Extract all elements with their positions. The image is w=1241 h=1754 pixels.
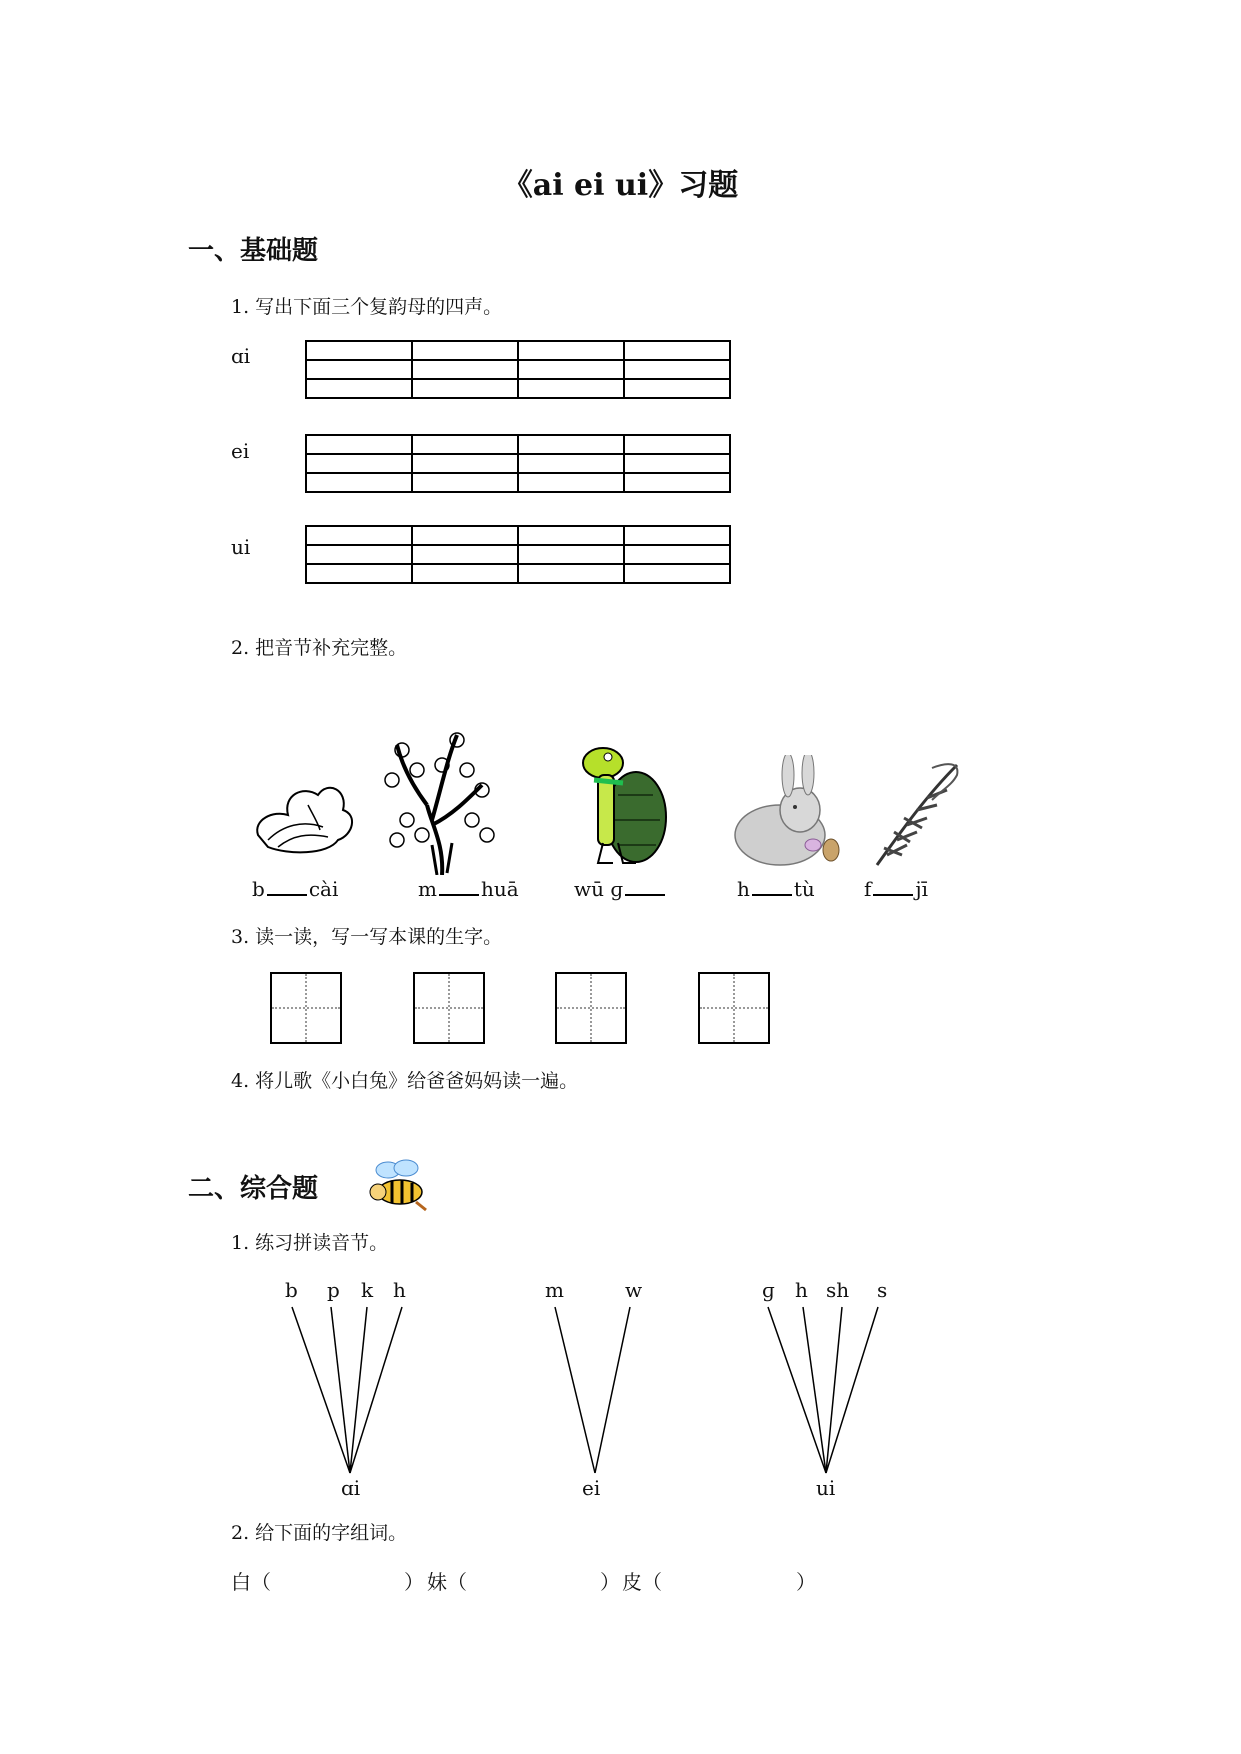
- word-mei-close: ）: [600, 1570, 620, 1594]
- tone-grid-ei: [305, 434, 731, 493]
- feather-brush-image: [872, 760, 962, 870]
- final-ei: ei: [582, 1476, 601, 1500]
- syllable-item: [252, 877, 338, 901]
- syllable-suffix: jī: [915, 877, 929, 901]
- tianzige-box[interactable]: [413, 972, 485, 1044]
- tone-label-ei: ei: [231, 439, 250, 463]
- question-1-3: 3. 读一读，写一写本课的生字。: [231, 926, 503, 948]
- syllable-suffix: cài: [308, 877, 339, 901]
- syllable-blank[interactable]: [439, 878, 479, 896]
- syllable-suffix: huā: [480, 877, 519, 901]
- tianzige-box[interactable]: [555, 972, 627, 1044]
- tianzige-box[interactable]: [270, 972, 342, 1044]
- final-ai: ɑi: [341, 1476, 361, 1500]
- final-ui: ui: [816, 1476, 836, 1500]
- syllable-prefix: b: [252, 877, 265, 901]
- word-bai-open: 白（: [231, 1570, 271, 1594]
- syllable-blank[interactable]: [267, 878, 307, 896]
- initial-g: ɡ: [762, 1278, 775, 1302]
- section-comprehensive-title: 二、综合题: [188, 1174, 319, 1204]
- initial-p: p: [327, 1278, 340, 1302]
- syllable-suffix: tù: [793, 877, 815, 901]
- connector-lines-ui: [760, 1305, 890, 1480]
- initial-sh: sh: [826, 1278, 850, 1302]
- question-1-2: 2. 把音节补充完整。: [231, 637, 408, 659]
- tone-grid-ui: [305, 525, 731, 584]
- initial-k: k: [361, 1278, 374, 1302]
- tone-label-ui: ui: [231, 535, 251, 559]
- syllable-blank[interactable]: [873, 878, 913, 896]
- question-1-4: 4. 将儿歌《小白兔》给爸爸妈妈读一遍。: [231, 1070, 579, 1092]
- connector-lines-ei: [545, 1305, 645, 1480]
- syllable-item: [418, 877, 519, 901]
- syllable-item: [737, 877, 815, 901]
- section-basic-title: 一、基础题: [188, 236, 319, 266]
- question-2-1: 1. 练习拼读音节。: [231, 1232, 389, 1254]
- question-2-2: 2. 给下面的字组词。: [231, 1522, 408, 1544]
- syllable-blank[interactable]: [625, 878, 665, 896]
- initial-w: w: [625, 1278, 643, 1302]
- initial-h-2: h: [795, 1278, 808, 1302]
- initial-m: m: [545, 1278, 564, 1302]
- syllable-prefix: f: [864, 877, 872, 901]
- initial-h: h: [393, 1278, 406, 1302]
- tianzige-box[interactable]: [698, 972, 770, 1044]
- word-pi-close: ）: [796, 1570, 816, 1594]
- syllable-prefix: m: [418, 877, 437, 901]
- syllable-prefix: h: [737, 877, 750, 901]
- cabbage-image: [248, 765, 358, 860]
- word-mei-open: 妹（: [427, 1570, 467, 1594]
- connector-lines-ai: [280, 1305, 410, 1480]
- word-pi-open: 皮（: [622, 1570, 662, 1594]
- initial-s: s: [877, 1278, 888, 1302]
- question-1-1: 1. 写出下面三个复韵母的四声。: [231, 296, 503, 318]
- turtle-image: [578, 745, 673, 870]
- rabbit-image: [725, 755, 845, 870]
- tone-label-ai: ɑi: [231, 344, 251, 368]
- bee-image: [366, 1158, 434, 1214]
- tone-grid-ai: [305, 340, 731, 399]
- plum-blossom-image: [372, 725, 502, 875]
- syllable-prefix: wū ɡ: [574, 877, 624, 901]
- syllable-item: [864, 877, 928, 901]
- initial-b: b: [285, 1278, 298, 1302]
- syllable-item: [574, 877, 667, 901]
- page-title: 《ai ei ui》习题: [502, 168, 739, 203]
- word-bai-close: ）: [404, 1570, 424, 1594]
- syllable-blank[interactable]: [752, 878, 792, 896]
